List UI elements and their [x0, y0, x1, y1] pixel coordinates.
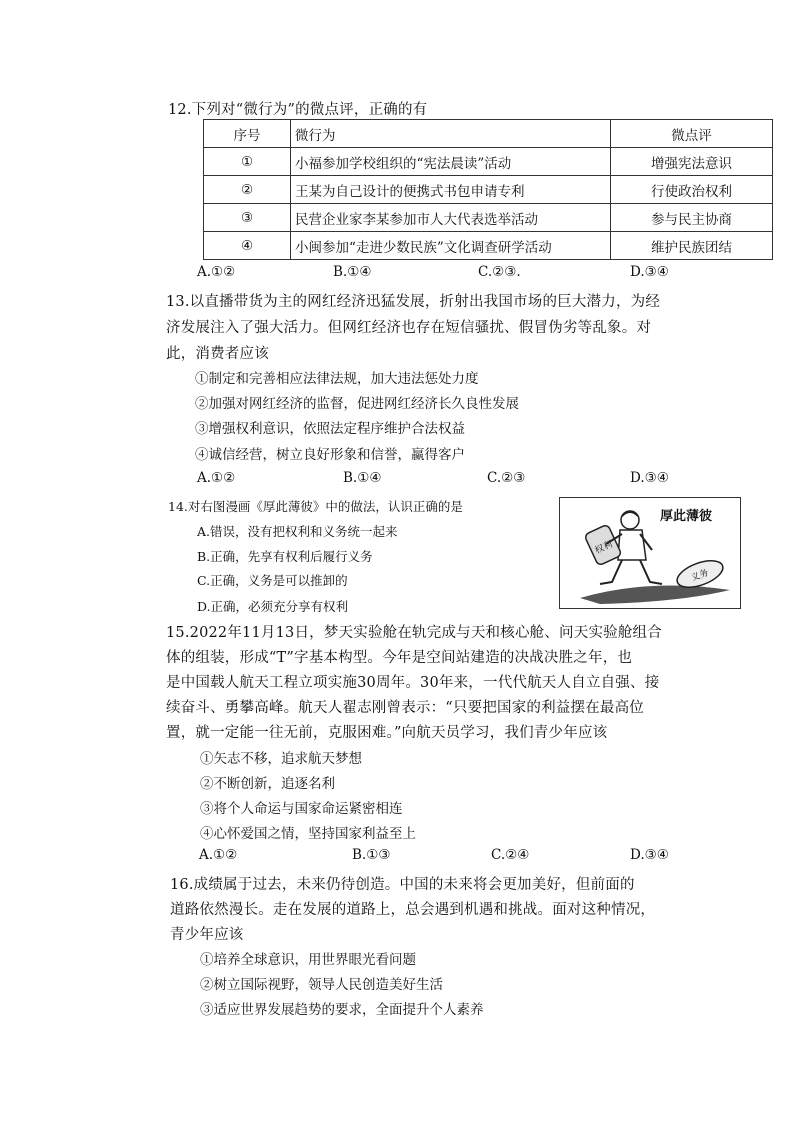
table-header-row — [204, 120, 773, 148]
q12-option-c: C.②③. — [478, 264, 521, 280]
row-index: ① — [204, 148, 291, 176]
row-comment: 参与民主协商 — [611, 204, 773, 232]
q13-item: ③增强权利意识，依照法定程序维护合法权益 — [195, 421, 465, 437]
q15-stem-line: 续奋斗、勇攀高峰。航天人翟志刚曾表示：“只要把国家的利益摆在最高位 — [166, 700, 645, 716]
q13-stem-line: 此，消费者应该 — [166, 346, 269, 362]
q15-option-b: B.①③ — [352, 847, 391, 863]
q14-stem: 14.对右图漫画《厚此薄彼》中的做法，认识正确的是 — [168, 499, 463, 514]
cartoon-frame — [559, 497, 741, 609]
q13-option-a: A.①② — [197, 470, 236, 486]
table-row — [204, 204, 773, 232]
row-index: ③ — [204, 204, 291, 232]
table-row — [204, 176, 773, 204]
q13-item: ①制定和完善相应法律法规，加大违法惩处力度 — [195, 371, 479, 387]
q12-option-a: A.①② — [197, 264, 236, 280]
q16-stem-line: 青少年应该 — [170, 927, 244, 943]
cartoon-title: 厚此薄彼 — [659, 509, 713, 524]
q14-option-a: A.错误，没有把权利和义务统一起来 — [197, 524, 398, 539]
q16-stem-line: 16.成绩属于过去，未来仍待创造。中国的未来将会更加美好，但前面的 — [170, 877, 635, 893]
q15-option-d: D.③④ — [630, 847, 669, 863]
micro-behavior-table — [203, 119, 773, 260]
row-comment: 行使政治权利 — [611, 176, 773, 204]
cartoon-illustration — [560, 498, 740, 608]
q14-option-b: B.正确，先享有权利后履行义务 — [197, 549, 373, 564]
row-behavior: 王某为自己设计的便携式书包申请专利 — [291, 176, 611, 204]
header-index: 序号 — [204, 120, 291, 148]
row-index: ④ — [204, 232, 291, 260]
q16-item: ②树立国际视野，领导人民创造美好生活 — [200, 977, 443, 993]
q16-item: ①培养全球意识，用世界眼光看问题 — [200, 952, 416, 968]
table-row — [204, 148, 773, 176]
q13-option-c: C.②③ — [487, 470, 526, 486]
q14-option-d: D.正确，必须充分享有权利 — [197, 599, 349, 614]
rights-scroll-label: 权利 — [593, 539, 615, 557]
q15-stem-line: 是中国载人航天工程立项实施30周年。30年来，一代代航天人自立自强、接 — [166, 675, 660, 691]
row-index: ② — [204, 176, 291, 204]
header-comment: 微点评 — [611, 120, 773, 148]
header-behavior: 微行为 — [291, 120, 611, 148]
row-comment: 维护民族团结 — [611, 232, 773, 260]
q14-option-c: C.正确，义务是可以推卸的 — [197, 573, 348, 588]
person-leg-right — [640, 560, 662, 584]
q15-item: ②不断创新，追逐名利 — [200, 776, 335, 792]
q13-stem-line: 13.以直播带货为主的网红经济迅猛发展，折射出我国市场的巨大潜力，为经 — [166, 294, 661, 310]
q15-option-a: A.①② — [199, 847, 238, 863]
q16-stem-line: 道路依然漫长。走在发展的道路上，总会遇到机遇和挑战。面对这种情况， — [170, 902, 656, 918]
q13-option-b: B.①④ — [343, 470, 382, 486]
q15-option-c: C.②④ — [491, 847, 530, 863]
row-behavior: 小闽参加“走进少数民族”文化调查研学活动 — [291, 232, 611, 260]
q15-item: ③将个人命运与国家命运紧密相连 — [200, 801, 403, 817]
q12-option-b: B.①④ — [333, 264, 372, 280]
q13-item: ④诚信经营，树立良好形象和信誉，赢得客户 — [195, 447, 465, 463]
row-behavior: 民营企业家李某参加市人大代表选举活动 — [291, 204, 611, 232]
q13-option-d: D.③④ — [630, 470, 669, 486]
q16-item: ③适应世界发展趋势的要求，全面提升个人素养 — [200, 1002, 484, 1018]
duty-scroll-label: 义务 — [689, 568, 711, 584]
q15-stem-line: 15.2022年11月13日，梦天实验舱在轨完成与天和核心舱、问天实验舱组合 — [166, 625, 662, 641]
row-comment: 增强宪法意识 — [611, 148, 773, 176]
q12-option-d: D.③④ — [630, 264, 669, 280]
table-row — [204, 232, 773, 260]
q13-stem-line: 济发展注入了强大活力。但网红经济也存在短信骚扰、假冒伪劣等乱象。对 — [166, 320, 652, 336]
ground-shadow — [580, 586, 730, 605]
q13-item: ②加强对网红经济的监督，促进网红经济长久良性发展 — [195, 396, 519, 412]
row-behavior: 小福参加学校组织的“宪法晨读”活动 — [291, 148, 611, 176]
q15-stem-line: 置，就一定能一往无前，克服困难。”向航天员学习，我们青少年应该 — [166, 725, 608, 741]
q12-stem: 12.下列对“微行为”的微点评，正确的有 — [168, 102, 428, 118]
q15-item: ①矢志不移，追求航天梦想 — [200, 751, 362, 767]
q15-item: ④心怀爱国之情，坚持国家利益至上 — [200, 826, 416, 842]
q15-stem-line: 体的组装，形成“T”字基本构型。今年是空间站建造的决战决胜之年，也 — [166, 650, 633, 666]
